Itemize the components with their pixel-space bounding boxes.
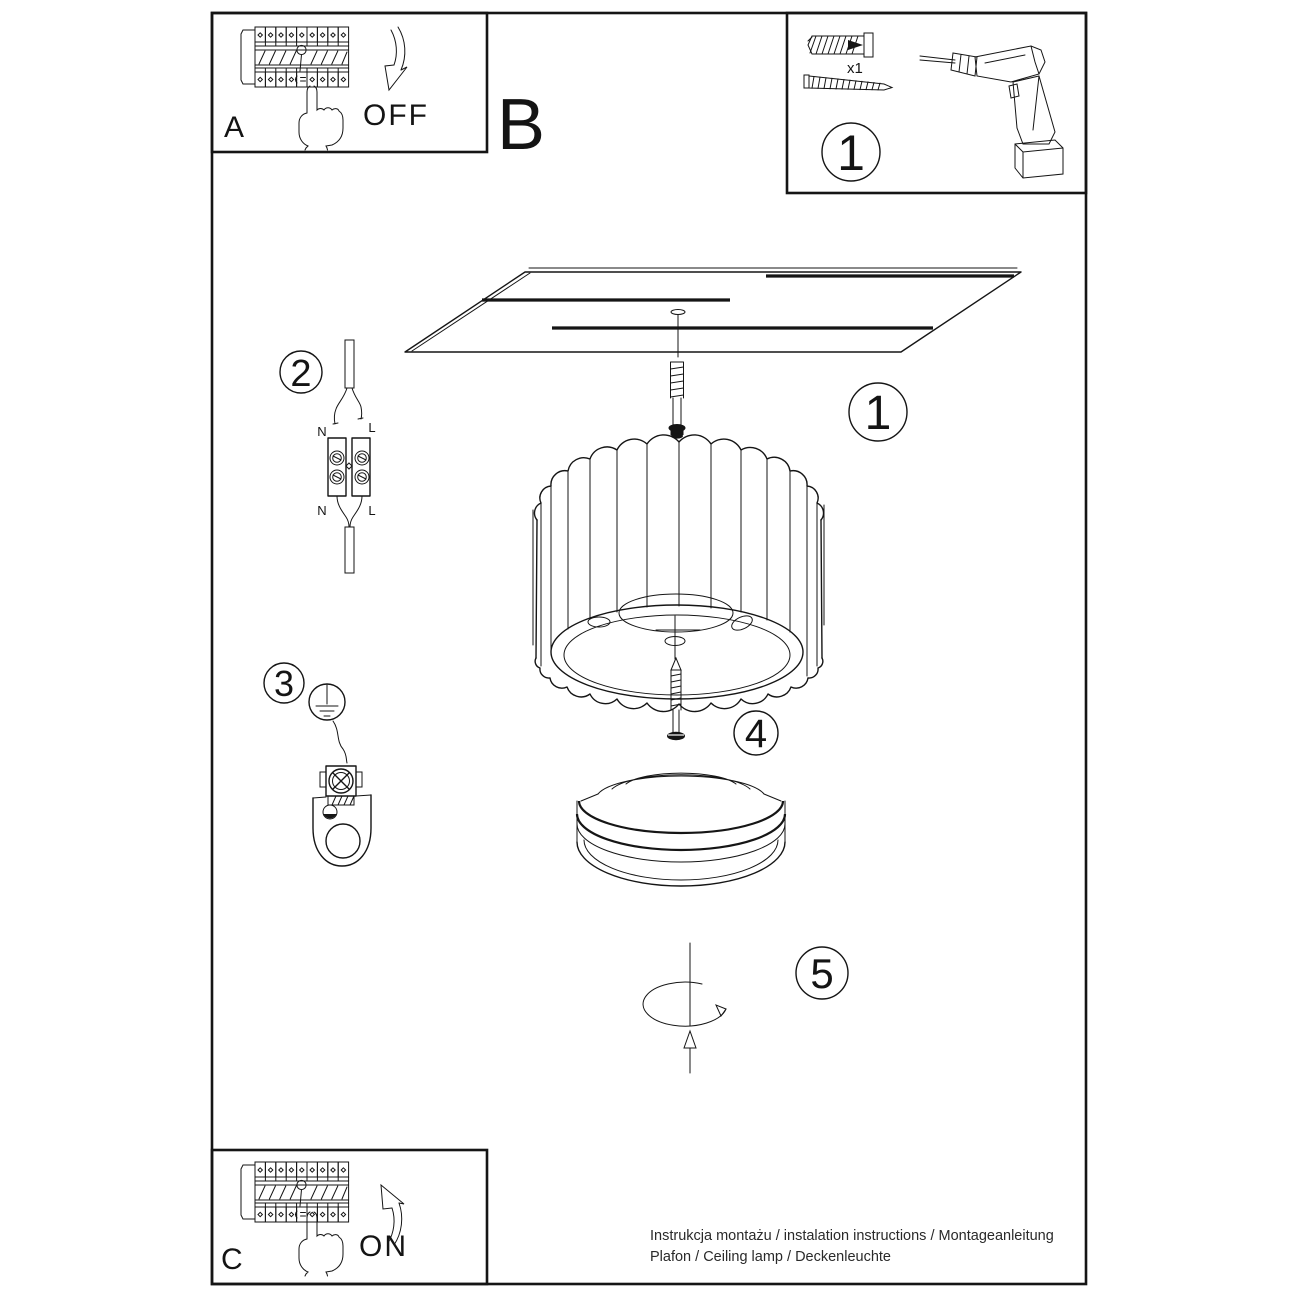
panel-a-label: A xyxy=(224,111,245,144)
off-label: OFF xyxy=(363,99,429,132)
mounting-screw-drawing xyxy=(669,362,686,439)
wall-plug-icon xyxy=(808,33,873,57)
step-4-badge xyxy=(734,711,778,756)
terminal-block-drawing xyxy=(328,438,370,496)
step-5-badge xyxy=(796,947,848,999)
wire-label-l-top: L xyxy=(368,420,376,435)
footer-line-1: Instrukcja montażu / instalation instructions / Montageanleitung xyxy=(650,1228,1054,1244)
panel-c-box xyxy=(212,1150,487,1284)
mains-cable-top-drawing xyxy=(333,340,363,424)
step-5-number: 5 xyxy=(810,950,834,997)
screw-icon xyxy=(804,75,892,90)
drill-icon xyxy=(920,46,1063,178)
step-1-badge xyxy=(849,383,907,441)
quantity-label: x1 xyxy=(847,60,863,77)
earth-wire-drawing xyxy=(333,721,347,763)
step-2-badge xyxy=(280,351,322,395)
on-label: ON xyxy=(359,1230,408,1263)
wire-label-n-bottom: N xyxy=(317,503,327,518)
mains-cable-bottom-drawing xyxy=(337,496,362,573)
step-1-number: 1 xyxy=(864,387,892,440)
earth-symbol-icon xyxy=(309,684,345,720)
sheet-border xyxy=(212,13,1086,1284)
diffuser-drawing xyxy=(577,773,785,886)
breaker-panel-off-icon xyxy=(241,27,349,87)
hand-press-off-icon xyxy=(299,86,343,150)
ceiling-plate-drawing xyxy=(405,268,1021,357)
kit-box xyxy=(787,13,1086,193)
terminal-screws xyxy=(330,451,369,484)
earth-terminal-drawing xyxy=(320,766,362,805)
step-1-kit-number: 1 xyxy=(837,125,865,181)
step-4-number: 4 xyxy=(744,712,768,756)
panel-c-label: C xyxy=(221,1243,243,1276)
section-b-label: B xyxy=(497,85,546,165)
lamp-bracket-drawing xyxy=(313,795,371,866)
wire-label-n-top: N xyxy=(317,424,327,439)
step-3-number: 3 xyxy=(273,663,295,704)
arrow-down-icon xyxy=(385,27,407,90)
footer-line-2: Plafon / Ceiling lamp / Deckenleuchte xyxy=(650,1249,891,1265)
wire-label-l-bottom: L xyxy=(368,503,376,518)
step-3-badge xyxy=(264,663,304,704)
step-1-kit-badge xyxy=(822,123,880,181)
rotation-arrow-icon xyxy=(643,943,726,1073)
breaker-panel-on-icon xyxy=(241,1162,349,1222)
panel-a-box xyxy=(212,13,487,152)
step-2-number: 2 xyxy=(290,353,312,395)
